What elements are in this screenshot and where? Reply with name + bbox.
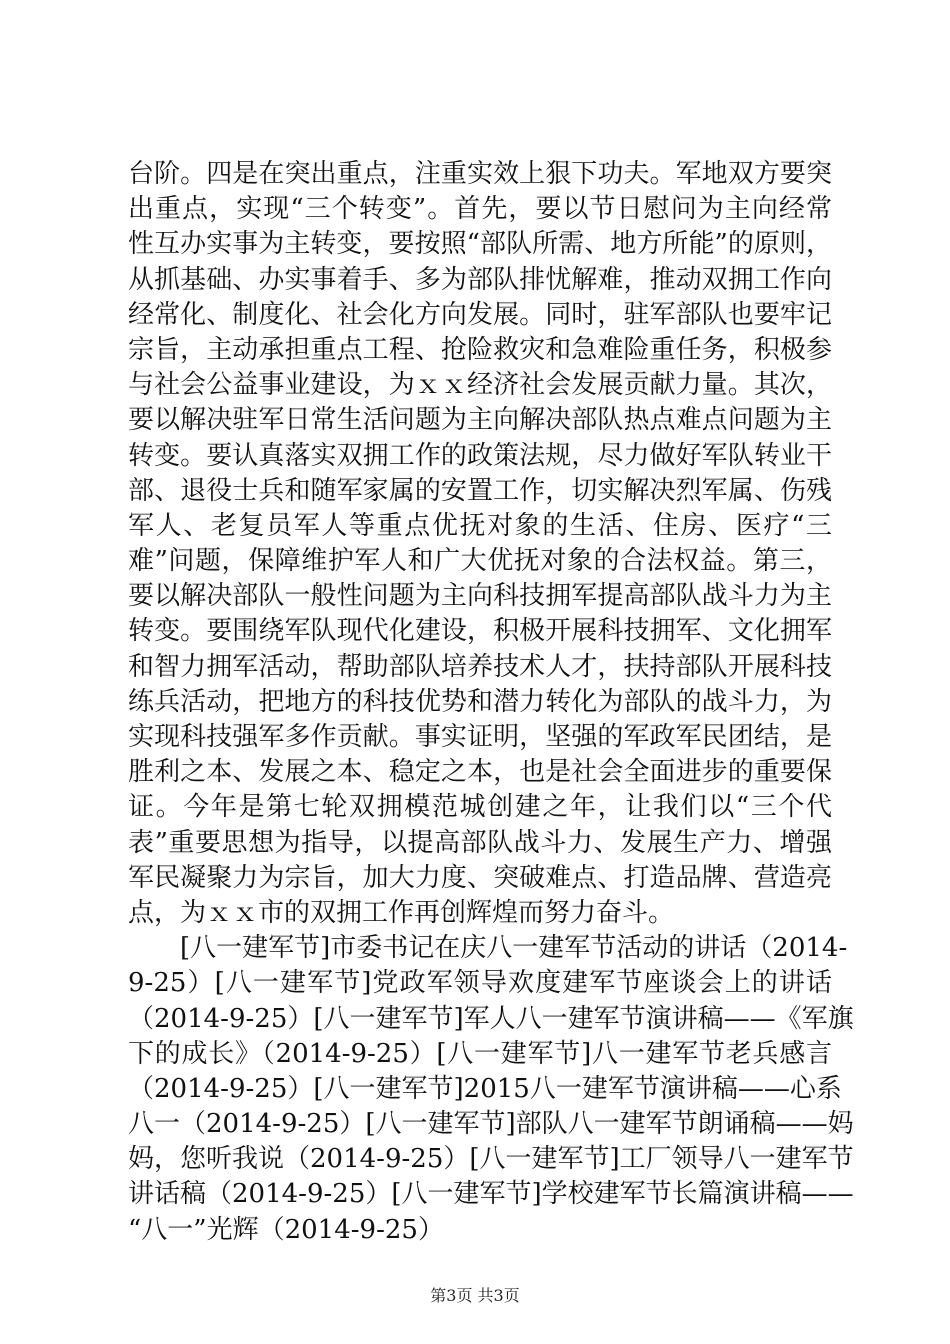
text-line: “八一”光辉（2014-9-25）	[128, 1214, 444, 1245]
text-line: 讲话稿（2014-9-25）[八一建军节]学校建军节长篇演讲稿——	[128, 1179, 854, 1210]
text-line: 实现科技强军多作贡献。事实证明，坚强的军政军民团结，是	[128, 722, 832, 752]
text-line: 转变。要围绕军队现代化建设，积极开展科技拥军、文化拥军	[128, 616, 832, 647]
paragraph-2	[128, 931, 854, 1248]
text-line: 与社会公益事业建设，为ｘｘ经济社会发展贡献力量。其次，	[128, 370, 832, 401]
text-line: [八一建军节]市委书记在庆八一建军节活动的讲话（2014-	[180, 933, 848, 964]
text-line: 点，为ｘｘ市的双拥工作再创辉煌而努力奋斗。	[128, 897, 675, 928]
text-line: 表”重要思想为指导，以提高部队战斗力、发展生产力、增强	[128, 827, 832, 858]
text-line: 经常化、制度化、社会化方向发展。同时，驻军部队也要牢记	[128, 299, 832, 330]
text-line: 要以解决部队一般性问题为主向科技拥军提高部队战斗力为主	[128, 581, 832, 612]
body-text	[128, 157, 854, 1248]
page-footer	[0, 1286, 950, 1306]
text-line: 下的成长》（2014-9-25）[八一建军节]八一建军节老兵感言	[128, 1038, 832, 1069]
text-line: 宗旨，主动承担重点工程、抢险救灾和急难险重任务，积极参	[128, 334, 832, 365]
text-line: 军民凝聚力为宗旨，加大力度、突破难点、打造品牌、营造亮	[128, 862, 832, 893]
text-line: 八一（2014-9-25）[八一建军节]部队八一建军节朗诵稿——妈	[128, 1109, 854, 1140]
paragraph-1	[128, 157, 832, 931]
text-line: 妈，您听我说（2014-9-25）[八一建军节]工厂领导八一建军节	[128, 1144, 854, 1175]
text-line: 和智力拥军活动，帮助部队培养技术人才，扶持部队开展科技	[128, 651, 832, 682]
page-number-label: 第3页 共3页	[430, 1286, 520, 1305]
text-line: 要以解决驻军日常生活问题为主向解决部队热点难点问题为主	[128, 405, 832, 436]
text-line: 胜利之本、发展之本、稳定之本，也是社会全面进步的重要保	[128, 757, 832, 788]
text-line: 证。今年是第七轮双拥模范城创建之年，让我们以“三个代	[128, 792, 832, 823]
text-line: 难”问题，保障维护军人和广大优抚对象的合法权益。第三，	[128, 546, 832, 577]
text-line: 练兵活动，把地方的科技优势和潜力转化为部队的战斗力，为	[128, 686, 832, 717]
text-line: 从抓基础、办实事着手、多为部队排忧解难，推动双拥工作向	[128, 264, 832, 295]
text-line: 出重点，实现“三个转变”。首先，要以节日慰问为主向经常	[128, 194, 832, 225]
text-line: 9-25）[八一建军节]党政军领导欢度建军节座谈会上的讲话	[128, 968, 832, 999]
text-line: 台阶。四是在突出重点，注重实效上狠下功夫。军地双方要突	[128, 159, 832, 189]
text-line: 部、退役士兵和随军家属的安置工作，切实解决烈军属、伤残	[128, 475, 832, 506]
text-line: 军人、老复员军人等重点优抚对象的生活、住房、医疗“三	[128, 510, 832, 541]
text-line: （2014-9-25）[八一建军节]军人八一建军节演讲稿——《军旗	[128, 1003, 854, 1034]
text-line: 转变。要认真落实双拥工作的政策法规，尽力做好军队转业干	[128, 440, 832, 471]
text-line: 性互办实事为主转变，要按照“部队所需、地方所能”的原则，	[128, 229, 832, 260]
text-line: （2014-9-25）[八一建军节]2015八一建军节演讲稿——心系	[128, 1073, 842, 1104]
